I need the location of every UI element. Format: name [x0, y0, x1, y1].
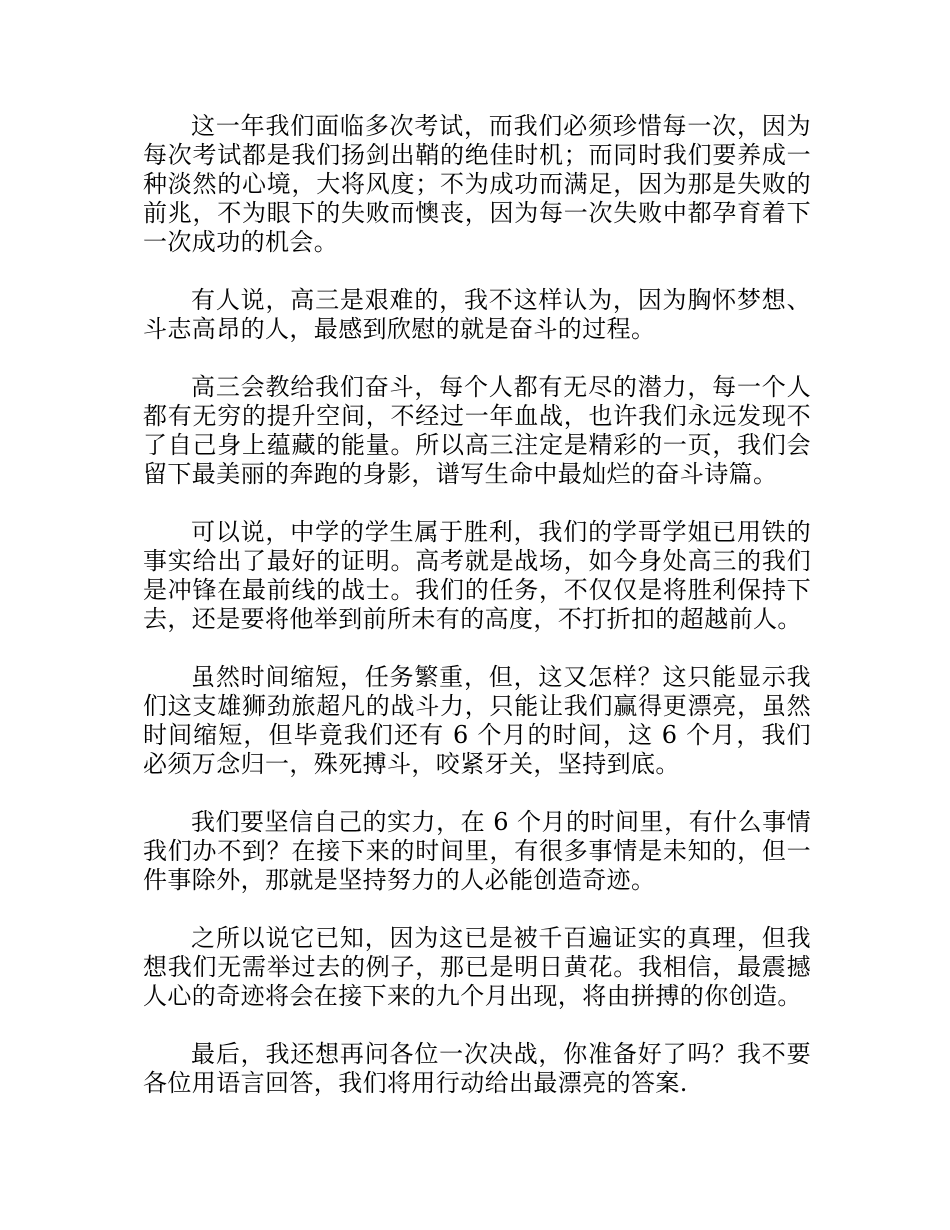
- paragraph-7: 之所以说它已知，因为这已是被千百遍证实的真理，但我想我们无需举过去的例子，那已是明日黄花。我相信，最震撼人心的奇迹将会在接下来的九个月出现，将由拼搏的你创造。: [143, 924, 811, 1010]
- paragraph-6: 我们要坚信自己的实力，在 6 个月的时间里，有什么事情我们办不到？在接下来的时间里，有很多事情是未知的，但一件事除外，那就是坚持努力的人必能创造奇迹。: [143, 808, 811, 894]
- paragraph-2: 有人说，高三是艰难的，我不这样认为，因为胸怀梦想、斗志高昂的人，最感到欣慰的就是奋斗的过程。: [143, 286, 811, 343]
- paragraph-5: 虽然时间缩短，任务繁重，但，这又怎样？这只能显示我们这支雄狮劲旅超凡的战斗力，只能让我们赢得更漂亮，虽然时间缩短，但毕竟我们还有 6 个月的时间，这 6 个月，我们必须万念归一，殊死搏斗，咬紧牙关，坚持到底。: [143, 663, 811, 778]
- paragraph-3: 高三会教给我们奋斗，每个人都有无尽的潜力，每一个人都有无穷的提升空间，不经过一年血战，也许我们永远发现不了自己身上蕴藏的能量。所以高三注定是精彩的一页，我们会留下最美丽的奔跑的身影，谱写生命中最灿烂的奋斗诗篇。: [143, 373, 811, 488]
- paragraph-4: 可以说，中学的学生属于胜利，我们的学哥学姐已用铁的事实给出了最好的证明。高考就是战场，如今身处高三的我们是冲锋在最前线的战士。我们的任务，不仅仅是将胜利保持下去，还是要将他举到前所未有的高度，不打折扣的超越前人。: [143, 518, 811, 633]
- paragraph-1: 这一年我们面临多次考试，而我们必须珍惜每一次，因为每次考试都是我们扬剑出鞘的绝佳时机；而同时我们要养成一种淡然的心境，大将风度；不为成功而满足，因为那是失败的前兆，不为眼下的失败而懊丧，因为每一次失败中都孕育着下一次成功的机会。: [143, 112, 811, 256]
- paragraph-8: 最后，我还想再问各位一次决战，你准备好了吗？我不要各位用语言回答，我们将用行动给出最漂亮的答案.: [143, 1040, 811, 1097]
- document-body: [143, 112, 811, 1098]
